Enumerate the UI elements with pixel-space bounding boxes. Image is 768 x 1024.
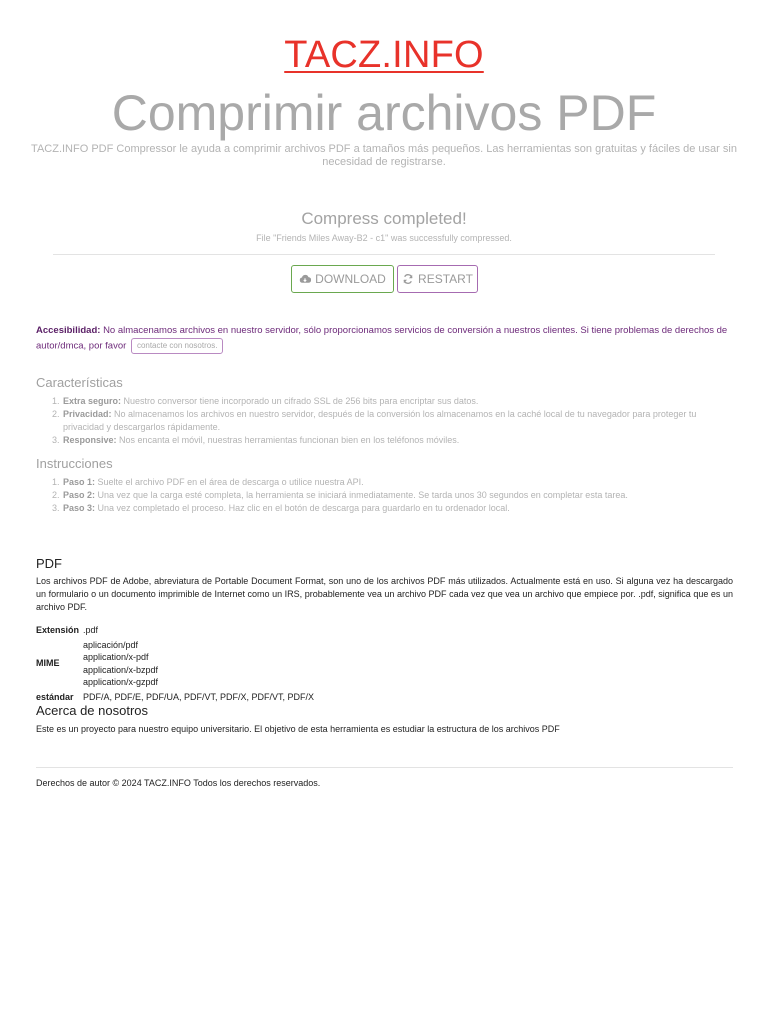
pdf-description: Los archivos PDF de Adobe, abreviatura de Portable Document Format, son uno de los archivos PDF más utilizados. Actualmente está en uso. Si alguna vez ha descargado un formulario o un documento imprimible de Internet como un IRS, probablemente vea un archivo PDF cada vez que vea un archivo que empiece por. .pdf, significa que es un archivo PDF.	[36, 576, 733, 612]
pdf-heading: PDF	[36, 556, 62, 571]
compress-completed-message: File "Friends Miles Away-B2 - c1" was successfully compressed.	[256, 233, 512, 243]
extension-label: Extensión	[36, 625, 80, 635]
features-heading: Características	[36, 375, 123, 390]
list-item: 2. Privacidad: No almacenamos los archivos en nuestro servidor, después de la conversión los almacenamos en la caché local de tu navegador para proteger tu privacidad y descargarlos rápidamente.	[52, 409, 697, 432]
list-item: 1. Extra seguro: Nuestro conversor tiene incorporado un cifrado SSL de 256 bits para encriptar sus datos.	[52, 396, 479, 406]
accessibility-label: Accesibilidad:	[36, 325, 101, 336]
list-item: 1. Paso 1: Suelte el archivo PDF en el área de descarga o utilice nuestra API.	[52, 477, 364, 487]
about-heading: Acerca de nosotros	[36, 703, 149, 718]
list-item: 2. Paso 2: Una vez que la carga esté completa, la herramienta se iniciará inmediatamente. Se tarda unos 30 segundos en completar esta tarea.	[52, 490, 628, 500]
table-row	[36, 623, 316, 639]
compress-completed-title: Compress completed!	[301, 209, 467, 228]
page-title: Comprimir archivos PDF	[111, 85, 657, 141]
download-button[interactable]	[291, 265, 394, 293]
features-list	[52, 395, 733, 447]
download-button-label: DOWNLOAD	[315, 272, 386, 286]
cloud-download-icon	[299, 273, 311, 285]
footer-divider	[36, 767, 733, 768]
divider	[53, 254, 715, 255]
about-text: Este es un proyecto para nuestro equipo universitario. El objetivo de esta herramienta es estudiar la estructura de los archivos PDF	[36, 724, 560, 734]
restart-button-label: RESTART	[418, 272, 473, 286]
list-item: 3. Paso 3: Una vez completado el proceso. Haz clic en el botón de descarga para guardarlo en tu ordenador local.	[52, 503, 510, 513]
mime-label: MIME	[36, 658, 60, 669]
contact-us-button[interactable]: contacte con nosotros.	[131, 338, 224, 354]
instructions-list	[52, 476, 733, 515]
standard-label: estándar	[36, 691, 74, 702]
page-subtitle: TACZ.INFO PDF Compressor le ayuda a comprimir archivos PDF a tamaños más pequeños. Las herramientas son gratuitas y fáciles de usar sin necesidad de registrarse.	[31, 143, 737, 168]
table-row	[36, 639, 316, 689]
mime-values: aplicación/pdf application/x-pdf application/x-bzpdf application/x-gzpdf	[83, 639, 159, 687]
accessibility-notice	[36, 324, 732, 354]
table-row	[36, 689, 316, 704]
list-item: 3. Responsive: Nos encanta el móvil, nuestras herramientas funcionan bien en los teléfonos móviles.	[52, 435, 460, 445]
accessibility-text: No almacenamos archivos en nuestro servidor, sólo proporcionamos servicios de conversión a nuestros clientes. Si tiene problemas de derechos de autor/dmca, por favor	[36, 325, 728, 352]
extension-value: .pdf	[83, 625, 99, 635]
refresh-icon	[402, 273, 414, 285]
brand-logo-link[interactable]: TACZ.INFO	[284, 34, 484, 76]
footer-copyright: Derechos de autor © 2024 TACZ.INFO Todos los derechos reservados.	[36, 778, 321, 788]
pdf-properties-table	[36, 623, 316, 703]
standard-value: PDF/A, PDF/E, PDF/UA, PDF/VT, PDF/X, PDF/VT, PDF/X	[83, 691, 315, 702]
instructions-heading: Instrucciones	[36, 456, 113, 471]
restart-button[interactable]	[397, 265, 478, 293]
